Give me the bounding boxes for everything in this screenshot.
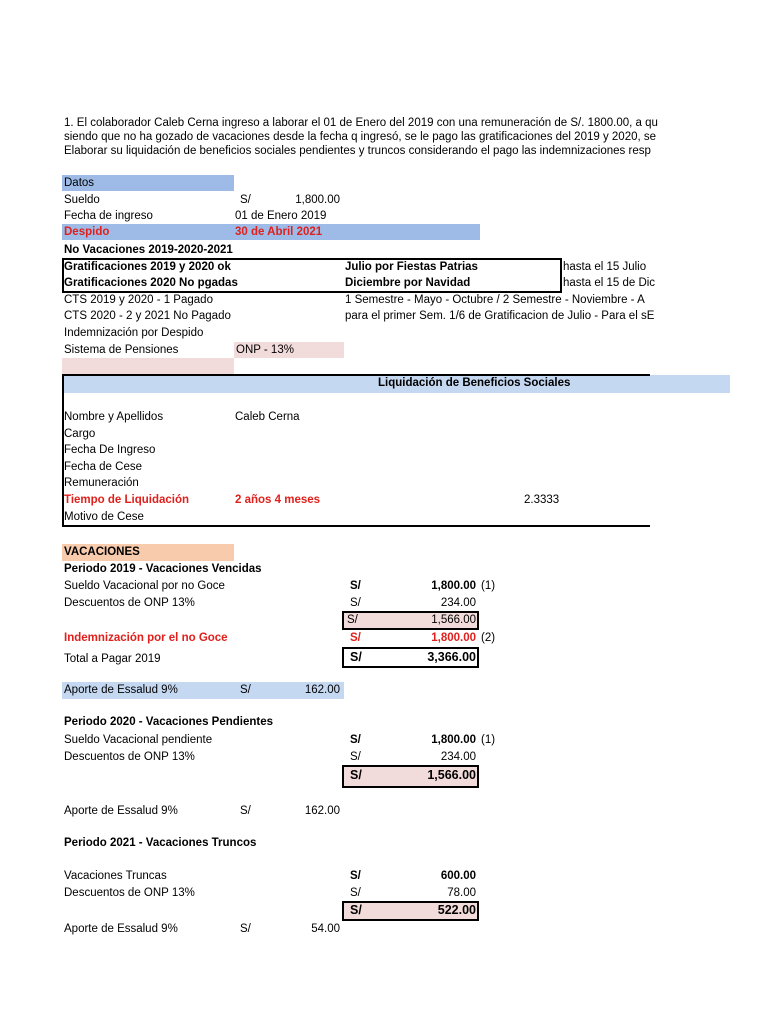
p2019-subtotal-value: 1,566.00: [431, 614, 476, 626]
p2021-essalud-label: Aporte de Essalud 9%: [64, 923, 178, 935]
p2021-trunc-currency: S/: [350, 870, 361, 882]
sueldo-value: 1,800.00: [295, 194, 340, 206]
p2020-essalud-value: 162.00: [304, 805, 340, 817]
p2020-essalud-label: Aporte de Essalud 9%: [64, 805, 178, 817]
p2020-sueldo-label: Sueldo Vacacional pendiente: [64, 734, 213, 746]
p2019-onp-currency: S/: [350, 597, 361, 609]
p2019-total-value: 3,366.00: [427, 650, 476, 664]
p2021-subtotal-currency: S/: [350, 903, 362, 917]
diciembre-navidad: Diciembre por Navidad: [345, 277, 471, 289]
despido-label: Despido: [64, 226, 110, 238]
p2019-sueldo-value: 1,800.00: [431, 580, 476, 592]
pensiones-value: ONP - 13%: [236, 344, 294, 356]
p2020-onp-currency: S/: [350, 751, 361, 763]
p2019-sueldo-currency: S/: [350, 580, 361, 592]
p2019-indem-label: Indemnización por el no Goce: [64, 632, 228, 644]
indemnizacion-despido: Indemnización por Despido: [64, 327, 204, 339]
vacaciones-header: VACACIONES: [64, 546, 140, 558]
cts-no-pagado: CTS 2020 - 2 y 2021 No Pagado: [64, 310, 231, 322]
p2019-title: Periodo 2019 - Vacaciones Vencidas: [64, 563, 262, 575]
cargo-label: Cargo: [64, 428, 96, 440]
p2021-onp-label: Descuentos de ONP 13%: [64, 887, 195, 899]
p2019-total-label: Total a Pagar 2019: [64, 653, 161, 665]
p2019-essalud-currency: S/: [240, 684, 251, 696]
p2020-sueldo-currency: S/: [350, 734, 361, 746]
cts-pagado: CTS 2019 y 2020 - 1 Pagado: [64, 294, 213, 306]
sueldo-label: Sueldo: [64, 194, 100, 206]
primer-sem-info: para el primer Sem. 1/6 de Gratificacion de Julio - Para el sE: [345, 310, 655, 322]
p2020-sueldo-value: 1,800.00: [431, 734, 476, 746]
p2020-title: Periodo 2020 - Vacaciones Pendientes: [64, 716, 274, 728]
nombre-value: Caleb Cerna: [235, 411, 300, 423]
intro-line-1: 1. El colaborador Caleb Cerna ingreso a laborar el 01 de Enero del 2019 con una remuneración de S/. 1800.00, a qu: [64, 117, 658, 129]
julio-fiestas: Julio por Fiestas Patrias: [345, 261, 478, 273]
p2020-subtotal-value: 1,566.00: [427, 768, 476, 782]
remuneracion-label: Remuneración: [64, 477, 139, 489]
p2019-sueldo-note: (1): [481, 580, 496, 592]
p2021-trunc-value: 600.00: [440, 870, 476, 882]
p2020-onp-label: Descuentos de ONP 13%: [64, 751, 195, 763]
p2019-total-currency: S/: [350, 650, 362, 664]
tiempo-value: 2 años 4 meses: [235, 494, 321, 506]
p2021-title: Periodo 2021 - Vacaciones Truncos: [64, 837, 257, 849]
intro-line-2: siendo que no ha gozado de vacaciones desde la fecha q ingresó, se le pago las gratificaciones del 2019 y 2020, se: [64, 131, 657, 143]
intro-line-3: Elaborar su liquidación de beneficios sociales pendientes y truncos considerando el pago las indemnizaciones resp: [64, 145, 651, 157]
sueldo-currency: S/: [240, 194, 251, 206]
p2019-sueldo-label: Sueldo Vacacional por no Goce: [64, 580, 225, 592]
fecha-ingreso-label: Fecha de ingreso: [64, 210, 153, 222]
p2021-onp-value: 78.00: [447, 887, 476, 899]
p2019-essalud-value: 162.00: [304, 684, 340, 696]
no-vacaciones: No Vacaciones 2019-2020-2021: [64, 244, 233, 256]
semestre-info: 1 Semestre - Mayo - Octubre / 2 Semestre - Noviembre - A: [345, 294, 645, 306]
p2019-indem-value: 1,800.00: [431, 632, 476, 644]
fecha-cese-label: Fecha de Cese: [64, 461, 142, 473]
despido-value: 30 de Abril 2021: [235, 226, 323, 238]
fecha-ingreso-liq-label: Fecha De Ingreso: [64, 444, 156, 456]
p2021-essalud-currency: S/: [240, 923, 251, 935]
p2021-subtotal-value: 522.00: [437, 903, 476, 917]
p2019-essalud-label: Aporte de Essalud 9%: [64, 684, 178, 696]
nombre-label: Nombre y Apellidos: [64, 411, 164, 423]
hasta-dic: hasta el 15 de Dic: [563, 277, 656, 289]
p2020-onp-value: 234.00: [440, 751, 476, 763]
p2021-trunc-label: Vacaciones Truncas: [64, 870, 167, 882]
tiempo-number: 2.3333: [524, 494, 560, 506]
p2020-sueldo-note: (1): [481, 734, 496, 746]
motivo-label: Motivo de Cese: [64, 511, 144, 523]
tiempo-label: Tiempo de Liquidación: [64, 494, 190, 506]
datos-header: Datos: [64, 177, 95, 189]
grat-ok: Gratificaciones 2019 y 2020 ok: [64, 261, 231, 273]
p2020-subtotal-currency: S/: [350, 768, 362, 782]
fecha-ingreso-value: 01 de Enero 2019: [235, 210, 327, 222]
p2019-onp-label: Descuentos de ONP 13%: [64, 597, 195, 609]
p2021-essalud-value: 54.00: [311, 923, 340, 935]
p2019-indem-currency: S/: [350, 632, 361, 644]
liquidacion-title: Liquidación de Beneficios Sociales: [378, 377, 571, 389]
p2021-onp-currency: S/: [350, 887, 361, 899]
pensiones-label: Sistema de Pensiones: [64, 344, 179, 356]
p2019-onp-value: 234.00: [440, 597, 476, 609]
pink-empty-cell: [62, 358, 234, 374]
p2019-indem-note: (2): [481, 632, 496, 644]
liquidacion-bottom-border: [62, 525, 650, 527]
p2020-essalud-currency: S/: [240, 805, 251, 817]
hasta-julio: hasta el 15 Julio: [563, 261, 647, 273]
grat-no: Gratificaciones 2020 No pgadas: [64, 277, 238, 289]
p2019-subtotal-currency: S/: [347, 614, 358, 626]
